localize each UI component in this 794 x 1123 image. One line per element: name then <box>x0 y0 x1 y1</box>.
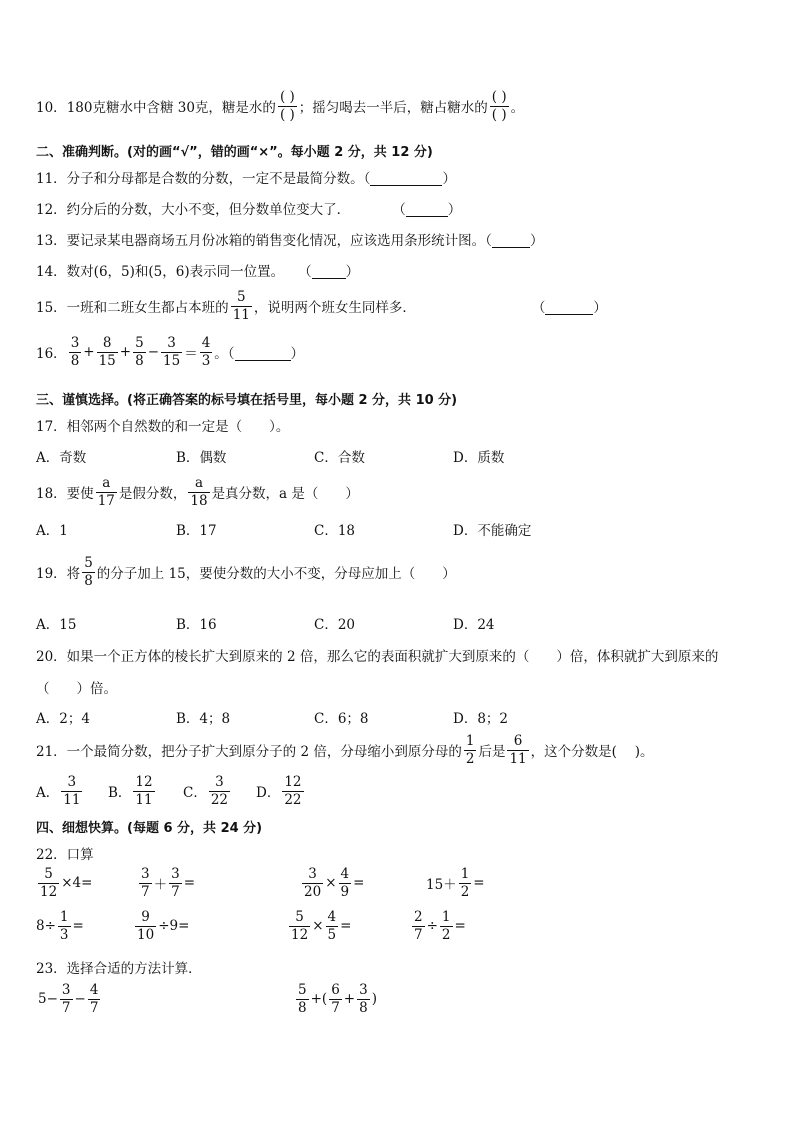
fraction: $\frac{a}{18}$ <box>190 475 208 509</box>
section-4-heading: 四、细想快算。(每题 6 分，共 24 分) <box>36 821 263 836</box>
fraction: $\frac{3}{15}$ <box>163 335 181 369</box>
option-c[interactable]: C． $\frac{3}{22}$ <box>183 774 229 808</box>
section-2-heading: 二、准确判断。(对的画“√”，错的画“×”。每小题 2 分，共 12 分) <box>36 145 433 160</box>
answer-blank[interactable] <box>406 200 448 217</box>
question-14: 14．数对(6，5)和(5，6)表示同一位置。 （ ） <box>36 260 359 280</box>
answer-blank[interactable] <box>235 344 291 361</box>
option-d[interactable]: D．24 <box>453 617 495 633</box>
question-18: 18．要使 $\frac{a}{17}$ 是假分数， $\frac{a}{18}$ 是真分数，a 是（ ） <box>36 475 359 509</box>
answer-blank[interactable] <box>492 231 530 248</box>
question-19: 19．将 $\frac{5}{8}$ 的分子加上 15，要使分数的大小不变，分母应加上（ ） <box>36 555 456 589</box>
calc-expression-2: $\frac{5}{8}$ +( $\frac{6}{7}$ + $\frac{3}{8}$ ) <box>298 982 377 1016</box>
option-b[interactable]: B．16 <box>176 617 217 633</box>
fraction: $\frac{1}{2}$ <box>465 733 475 767</box>
option-c[interactable]: C．6；8 <box>314 711 369 727</box>
fraction: $\frac{3}{8}$ <box>70 335 80 369</box>
option-b[interactable]: B．4；8 <box>176 711 231 727</box>
oral-calc-1: $\frac{5}{12}$ ×4= <box>40 866 93 900</box>
question-11: 11．分子和分母都是合数的分数，一定不是最简分数。（ ） <box>36 167 456 187</box>
fraction-blank: $\frac{( )}{( )}$ <box>279 89 295 123</box>
fraction: $\frac{5}{8}$ <box>135 335 144 369</box>
oral-calc-6: $\frac{9}{10}$ ÷9= <box>137 909 190 943</box>
option-a[interactable]: A．2；4 <box>36 711 90 727</box>
fraction: $\frac{a}{17}$ <box>97 475 115 509</box>
calc-expression-1: 5− $\frac{3}{7}$ − $\frac{4}{7}$ <box>38 982 99 1016</box>
question-17: 17．相邻两个自然数的和一定是（ ）。 <box>36 419 290 435</box>
question-13: 13．要记录某电器商场五月份冰箱的销售变化情况，应该选用条形统计图。（ ） <box>36 229 543 249</box>
oral-calc-8: $\frac{2}{7}$ ÷ $\frac{1}{2}$ = <box>414 909 466 943</box>
fraction: $\frac{5}{11}$ <box>232 289 250 323</box>
answer-blank[interactable] <box>370 169 442 186</box>
option-a[interactable]: A． $\frac{3}{11}$ <box>36 774 81 808</box>
option-d[interactable]: D．不能确定 <box>453 523 532 539</box>
option-c[interactable]: C．18 <box>314 523 356 539</box>
answer-blank[interactable] <box>312 262 346 279</box>
option-c[interactable]: C．合数 <box>314 450 365 466</box>
oral-calc-3: $\frac{3}{20}$ × $\frac{4}{9}$ = <box>304 866 365 900</box>
oral-calc-2: $\frac{3}{7}$ ＋ $\frac{3}{7}$ = <box>141 866 195 900</box>
oral-calc-5: 8÷ $\frac{1}{3}$ = <box>36 909 84 943</box>
question-20-line-1: 20．如果一个正方体的棱长扩大到原来的 2 倍，那么它的表面积就扩大到原来的（ ）倍，体积就扩大到原来的 <box>36 649 719 665</box>
fraction: $\frac{8}{15}$ <box>98 335 116 369</box>
option-a[interactable]: A．15 <box>36 617 77 633</box>
option-c[interactable]: C．20 <box>314 617 356 633</box>
fraction: $\frac{6}{11}$ <box>509 733 527 767</box>
option-b[interactable]: B．17 <box>176 523 217 539</box>
fraction-blank: $\frac{( )}{( )}$ <box>491 89 507 123</box>
question-23-title: 23．选择合适的方法计算． <box>36 961 202 977</box>
question-20-line-2: （ ）倍。 <box>36 681 117 697</box>
option-b[interactable]: B．偶数 <box>176 450 227 466</box>
option-a[interactable]: A．1 <box>36 523 68 539</box>
question-21: 21．一个最简分数，把分子扩大到原分子的 2 倍，分母缩小到原分母的 $\frac{1}{2}$ 后是 $\frac{6}{11}$ ，这个分数是( )。 <box>36 733 654 767</box>
fraction: $\frac{5}{8}$ <box>84 555 93 589</box>
question-10: 10． 180克糖水中含糖 30克，糖是水的 $\frac{( )}{( )}$ ；摇匀喝去一半后，糖占糖水的 $\frac{( )}{( )}$ 。 <box>36 89 525 123</box>
question-22-title: 22．口算 <box>36 847 94 863</box>
option-d[interactable]: D．8；2 <box>453 711 509 727</box>
question-16: 16． $\frac{3}{8}$ + $\frac{8}{15}$ + $\frac{5}{8}$ − $\frac{3}{15}$ ＝ $\frac{4}{3}$ 。（ ） <box>36 335 305 369</box>
question-12: 12．约分后的分数，大小不变，但分数单位变大了． （ ） <box>36 198 461 218</box>
section-3-heading: 三、谨慎选择。(将正确答案的标号填在括号里，每小题 2 分，共 10 分) <box>36 393 458 408</box>
oral-calc-7: $\frac{5}{12}$ × $\frac{4}{5}$ = <box>291 909 352 943</box>
fraction: $\frac{4}{3}$ <box>201 335 211 369</box>
option-a[interactable]: A．奇数 <box>36 450 87 466</box>
option-d[interactable]: D． $\frac{12}{22}$ <box>256 774 302 808</box>
oral-calc-4: 15＋ $\frac{1}{2}$ = <box>426 866 485 900</box>
answer-blank[interactable] <box>545 298 593 315</box>
option-d[interactable]: D．质数 <box>453 450 505 466</box>
question-15: 15．一班和二班女生都占本班的 $\frac{5}{11}$ ，说明两个班女生同样多． （ ） <box>36 289 607 323</box>
option-b[interactable]: B． $\frac{12}{11}$ <box>108 774 153 808</box>
